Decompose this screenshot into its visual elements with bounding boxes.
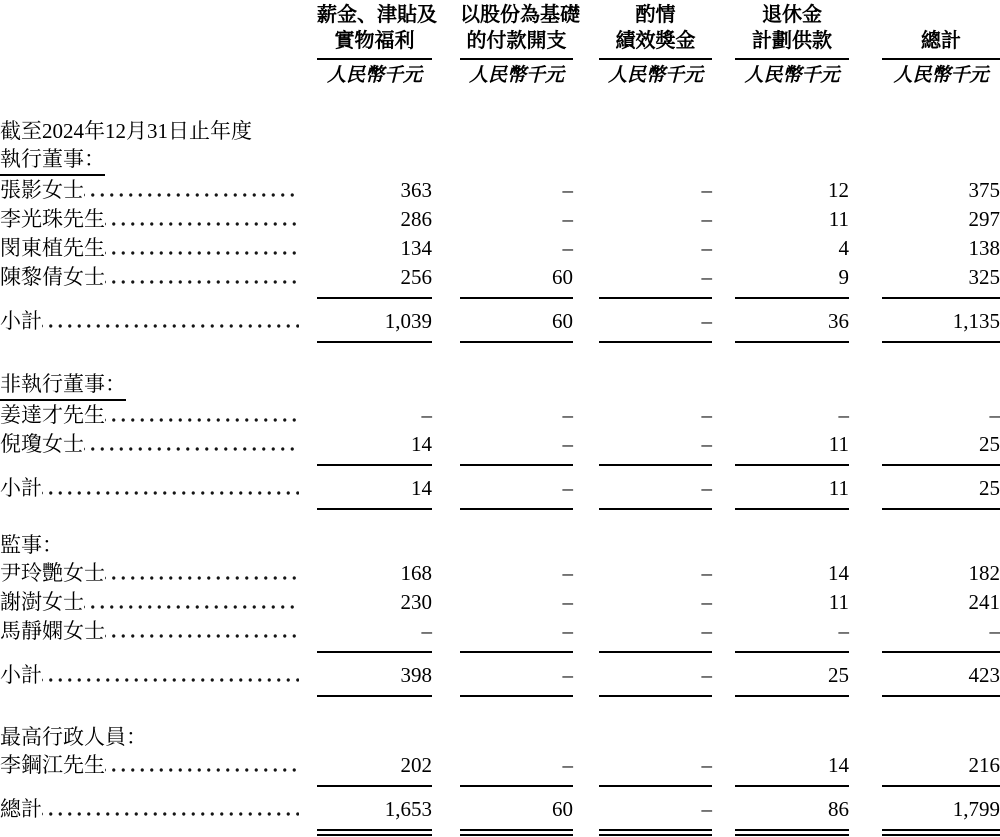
value-cell [573,299,712,343]
value-cell [302,588,432,617]
dot-leader [105,751,299,780]
row-label: 截至2024年12月31日止年度 [0,119,252,143]
cell-value: – [599,661,712,697]
value-cell [432,370,573,401]
value-cell [302,401,432,430]
value-cell [573,370,712,401]
table-row [0,466,1000,510]
table-row [0,588,1000,617]
cell-value: – [562,236,573,260]
dot-leader [105,234,299,263]
value-cell [849,787,1000,836]
dot-leader [42,307,299,336]
table-row [0,176,1000,205]
cell-value: – [599,474,712,510]
value-cell [712,588,849,617]
row-label: 小計 [0,663,42,687]
cell-value: 138 [968,236,1000,260]
cell-value: – [421,403,432,427]
row-label: 小計 [0,476,42,500]
table-body [0,88,1000,836]
table-row [0,787,1000,836]
value-cell [712,723,849,751]
value-cell [302,145,432,176]
spacer-row [0,510,1000,531]
row-label-cell [0,176,302,205]
column-header-pension [712,2,849,88]
header-row [0,2,1000,88]
table-row [0,145,1000,176]
cell-value: 36 [735,307,849,343]
dot-leader [105,263,299,292]
spacer-row [0,343,1000,370]
cell-value: 182 [968,561,1000,585]
row-label-cell [0,263,302,299]
row-label: 謝澍女士 [0,590,84,614]
value-cell [712,234,849,263]
cell-value: 1,135 [882,307,1000,343]
table-row [0,531,1000,559]
column-title-line2: 總計 [921,30,961,52]
row-label-cell [0,116,302,145]
value-cell [432,176,573,205]
table-row [0,401,1000,430]
value-cell [302,176,432,205]
value-cell [432,430,573,466]
cell-value: – [701,403,712,427]
cell-value: 230 [400,590,432,614]
value-cell [712,531,849,559]
row-label: 小計 [0,309,42,333]
row-label-cell [0,145,302,176]
value-cell [302,466,432,510]
cell-value: 297 [968,207,1000,231]
value-cell [302,751,432,787]
cell-value: 25 [882,430,1000,466]
cell-value: – [599,430,712,466]
cell-value: 168 [400,561,432,585]
value-cell [432,116,573,145]
row-label-cell [0,531,302,559]
cell-value: 398 [317,661,432,697]
value-cell [302,430,432,466]
cell-value: – [599,751,712,787]
header-rule [735,58,849,60]
cell-value: 423 [882,661,1000,697]
column-title-line1 [882,2,1000,28]
cell-value: 134 [400,236,432,260]
cell-value: – [317,617,432,653]
label-column-header [0,2,302,88]
value-cell [573,531,712,559]
value-cell [849,466,1000,510]
column-header-salary [302,2,437,88]
cell-value: 25 [882,474,1000,510]
value-cell [302,617,432,653]
cell-value: 60 [460,307,573,343]
value-cell [849,116,1000,145]
cell-value: 216 [882,751,1000,787]
column-header-share-based [432,2,580,88]
cell-value: – [460,430,573,466]
row-label: 李光珠先生 [0,207,105,231]
table-row [0,617,1000,653]
table-row [0,559,1000,588]
value-cell [573,588,712,617]
column-title-line2: 計劃供款 [752,30,832,52]
value-cell [849,617,1000,653]
value-cell [712,559,849,588]
row-label-cell [0,234,302,263]
column-title-line1: 薪金、津貼及 [317,4,437,26]
value-cell [573,787,712,836]
cell-value: – [701,561,712,585]
cell-value: – [562,178,573,202]
cell-value: 4 [838,236,849,260]
dot-leader [105,401,299,430]
cell-value: 363 [400,178,432,202]
cell-value: 60 [460,263,573,299]
cell-value: – [562,403,573,427]
column-unit: 人民幣千元 [326,65,422,86]
dot-leader [84,430,299,459]
value-cell [712,617,849,653]
value-cell [849,205,1000,234]
value-cell [432,617,573,653]
cell-value: 14 [828,561,849,585]
value-cell [712,466,849,510]
row-label-cell [0,401,302,430]
value-cell [849,751,1000,787]
value-cell [573,751,712,787]
value-cell [849,299,1000,343]
table-row [0,299,1000,343]
row-label-cell [0,205,302,234]
value-cell [573,176,712,205]
cell-value: 86 [735,794,849,836]
value-cell [573,559,712,588]
value-cell [432,205,573,234]
row-label: 總計 [0,797,42,821]
cell-value: – [599,794,712,836]
column-title-line1: 退休金 [762,4,822,26]
value-cell [849,145,1000,176]
value-cell [849,531,1000,559]
column-header-total [849,2,1000,88]
row-label-cell [0,430,302,466]
cell-value: – [701,178,712,202]
value-cell [432,559,573,588]
value-cell [849,588,1000,617]
value-cell [432,653,573,697]
cell-value: 375 [968,178,1000,202]
value-cell [432,234,573,263]
value-cell [849,430,1000,466]
table-header [0,2,1000,88]
cell-value: 9 [735,263,849,299]
column-unit: 人民幣千元 [468,65,564,86]
value-cell [302,787,432,836]
cell-value: – [882,617,1000,653]
cell-value: 11 [735,474,849,510]
cell-value: – [838,403,849,427]
cell-value: 202 [317,751,432,787]
value-cell [302,531,432,559]
table-row [0,653,1000,697]
value-cell [302,370,432,401]
value-cell [573,653,712,697]
dot-leader [84,176,299,205]
row-label-cell [0,559,302,588]
column-title-line1: 酌情 [635,4,676,26]
cell-value: – [562,207,573,231]
row-label-cell [0,787,302,836]
value-cell [712,116,849,145]
table-row [0,205,1000,234]
row-label-cell [0,588,302,617]
cell-value: – [701,236,712,260]
dot-leader [105,617,299,646]
value-cell [432,299,573,343]
header-rule [460,58,573,60]
value-cell [573,116,712,145]
table-row [0,263,1000,299]
cell-value: 241 [968,590,1000,614]
row-label: 姜達才先生 [0,403,105,427]
value-cell [849,723,1000,751]
row-label-cell [0,723,302,751]
row-label: 陳黎倩女士 [0,265,105,289]
header-rule [882,58,1000,60]
value-cell [573,723,712,751]
row-label-cell [0,751,302,787]
value-cell [432,401,573,430]
dot-leader [105,205,299,234]
value-cell [432,787,573,836]
value-cell [302,263,432,299]
cell-value: – [735,617,849,653]
cell-value: – [701,590,712,614]
row-label-cell [0,653,302,697]
value-cell [573,466,712,510]
cell-value: 60 [460,794,573,836]
value-cell [573,617,712,653]
table-row [0,751,1000,787]
cell-value: 14 [317,430,432,466]
row-label: 執行董事： [0,145,105,176]
column-title-line2: 的付款開支 [466,30,567,52]
column-title-line2: 實物福利 [334,30,415,52]
value-cell [712,751,849,787]
value-cell [302,559,432,588]
column-header-bonus [573,2,712,88]
row-label: 非執行董事： [0,370,126,401]
row-label: 最高行政人員： [0,725,147,749]
column-unit: 人民幣千元 [607,65,703,86]
value-cell [849,263,1000,299]
row-label: 張影女士 [0,178,84,202]
value-cell [712,787,849,836]
cell-value: 1,039 [317,307,432,343]
value-cell [849,653,1000,697]
value-cell [302,653,432,697]
value-cell [302,116,432,145]
spacer-row [0,88,1000,116]
value-cell [432,531,573,559]
header-rule [317,58,432,60]
value-cell [712,145,849,176]
dot-leader [84,588,299,617]
table-row [0,370,1000,401]
remuneration-table [0,2,1000,836]
value-cell [432,588,573,617]
table-row [0,430,1000,466]
value-cell [432,751,573,787]
value-cell [302,299,432,343]
row-label-cell [0,370,302,401]
dot-leader [42,474,299,503]
value-cell [432,263,573,299]
value-cell [573,401,712,430]
column-title-line1: 以股份為基礎 [460,4,580,26]
cell-value: 256 [317,263,432,299]
value-cell [849,559,1000,588]
cell-value: 11 [735,430,849,466]
cell-value: 286 [400,207,432,231]
cell-value: 11 [828,590,849,614]
row-label: 監事： [0,533,63,557]
row-label: 馬靜嫻女士 [0,619,105,643]
row-label: 閔東植先生 [0,236,105,260]
cell-value: – [562,561,573,585]
cell-value: 1,799 [882,794,1000,836]
value-cell [712,401,849,430]
cell-value: – [460,751,573,787]
value-cell [712,176,849,205]
value-cell [302,723,432,751]
header-rule [599,58,712,60]
value-cell [712,370,849,401]
value-cell [712,430,849,466]
value-cell [849,370,1000,401]
cell-value: 14 [317,474,432,510]
cell-value: – [460,617,573,653]
cell-value: – [460,474,573,510]
row-label: 尹玲艷女士 [0,561,105,585]
cell-value: – [599,617,712,653]
dot-leader [105,559,299,588]
value-cell [432,145,573,176]
value-cell [712,263,849,299]
cell-value: 14 [735,751,849,787]
table-row [0,723,1000,751]
row-label-cell [0,299,302,343]
cell-value: 11 [828,207,849,231]
cell-value: – [599,263,712,299]
cell-value: – [460,661,573,697]
column-unit: 人民幣千元 [744,65,840,86]
value-cell [712,299,849,343]
table-row [0,116,1000,145]
cell-value: – [599,307,712,343]
spacer-row [0,697,1000,723]
value-cell [712,205,849,234]
cell-value: – [562,590,573,614]
value-cell [849,234,1000,263]
row-label-cell [0,466,302,510]
table-row [0,234,1000,263]
value-cell [573,263,712,299]
value-cell [302,205,432,234]
value-cell [573,430,712,466]
cell-value: 325 [882,263,1000,299]
value-cell [302,234,432,263]
column-title-line2: 績效獎金 [615,30,696,52]
cell-value: – [989,403,1000,427]
cell-value: 1,653 [317,794,432,836]
value-cell [712,653,849,697]
dot-leader [42,661,299,690]
value-cell [432,723,573,751]
column-unit: 人民幣千元 [893,65,989,86]
cell-value: – [701,207,712,231]
value-cell [573,234,712,263]
value-cell [573,145,712,176]
row-label: 李鋼江先生 [0,753,105,777]
value-cell [573,205,712,234]
value-cell [849,176,1000,205]
value-cell [432,466,573,510]
dot-leader [42,794,299,824]
value-cell [849,401,1000,430]
row-label: 倪瓊女士 [0,432,84,456]
cell-value: 12 [828,178,849,202]
cell-value: 25 [735,661,849,697]
row-label-cell [0,617,302,653]
